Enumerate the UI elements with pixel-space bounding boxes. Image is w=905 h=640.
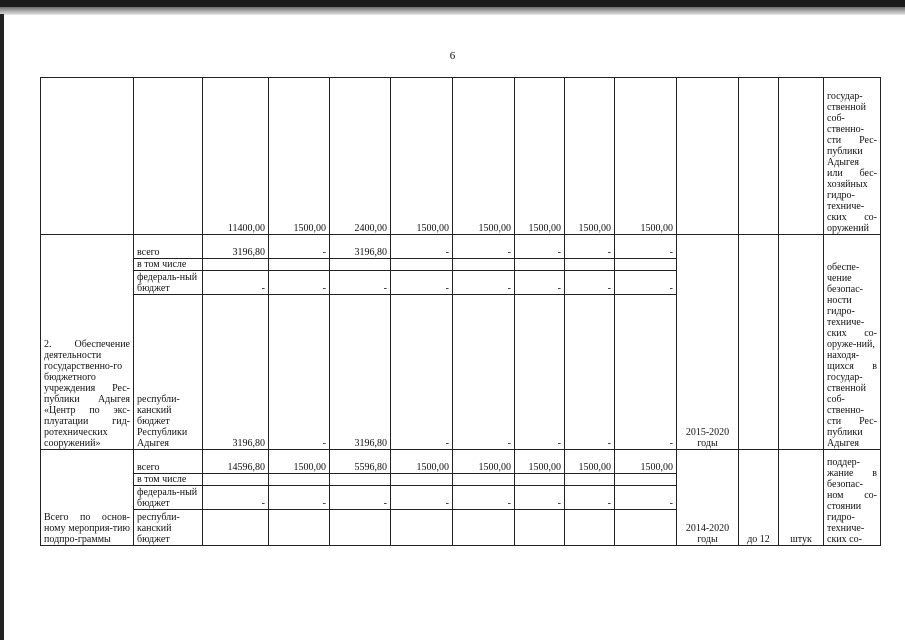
cell-value: 1500,00 <box>269 78 330 235</box>
cell-indicator-empty <box>739 235 779 450</box>
cell-empty <box>615 259 677 271</box>
cell-unit-empty <box>779 235 824 450</box>
cell-value: - <box>515 235 565 259</box>
cell-empty <box>565 510 615 546</box>
cell-value: - <box>565 295 615 450</box>
cell-value: - <box>453 486 515 510</box>
cell-value: 1500,00 <box>453 450 515 474</box>
cell-value: - <box>453 235 515 259</box>
cell-value: - <box>565 235 615 259</box>
cell-value: - <box>203 486 269 510</box>
cell-empty <box>453 474 515 486</box>
cell-value: - <box>615 271 677 295</box>
cell-source: в том числе <box>134 474 203 486</box>
cell-empty <box>515 259 565 271</box>
cell-source: федераль-ный бюджет <box>134 486 203 510</box>
cell-value: 1500,00 <box>615 78 677 235</box>
cell-value: - <box>269 486 330 510</box>
cell-empty <box>565 259 615 271</box>
cell-empty <box>615 474 677 486</box>
budget-table <box>40 77 881 546</box>
cell-value: - <box>269 271 330 295</box>
cell-source: всего <box>134 235 203 259</box>
cell-source: федераль-ный бюджет <box>134 271 203 295</box>
cell-indicator-empty <box>739 78 779 235</box>
cell-value: - <box>565 486 615 510</box>
cell-empty <box>269 259 330 271</box>
cell-empty <box>330 259 391 271</box>
cell-value: 1500,00 <box>391 78 453 235</box>
cell-value: - <box>453 295 515 450</box>
cell-value: 1500,00 <box>391 450 453 474</box>
cell-source <box>134 295 203 450</box>
cell-source-empty <box>134 78 203 235</box>
cell-value: - <box>515 486 565 510</box>
cell-value: - <box>515 271 565 295</box>
cell-value: 1500,00 <box>615 450 677 474</box>
cell-value: 1500,00 <box>515 78 565 235</box>
cell-result-text: обеспе-чение безопас-ности гидро-техниче-ских со-оруже-ний, находя-щихся в государ-ственной соб-ственно-сти Рес-публики Адыгея <box>824 235 881 450</box>
cell-period: 2015-2020 годы <box>677 235 739 450</box>
cell-value: - <box>330 486 391 510</box>
cell-empty <box>565 474 615 486</box>
cell-value: - <box>515 295 565 450</box>
cell-empty <box>453 259 515 271</box>
cell-value: 3196,80 <box>330 295 391 450</box>
cell-value: - <box>391 295 453 450</box>
cell-empty <box>330 510 391 546</box>
cell-value: 2400,00 <box>330 78 391 235</box>
cell-source-text: республи-канский бюджет Республики Адыгея <box>137 394 188 449</box>
cell-value: - <box>330 271 391 295</box>
cell-name-empty <box>41 78 134 235</box>
cell-value: 3196,80 <box>330 235 391 259</box>
cell-value: 1500,00 <box>565 450 615 474</box>
cell-value: 5596,80 <box>330 450 391 474</box>
cell-period-empty <box>677 78 739 235</box>
cell-value: - <box>453 271 515 295</box>
cell-value: - <box>615 235 677 259</box>
table-row-total <box>41 450 881 474</box>
scan-edge-left <box>0 14 4 640</box>
cell-empty <box>330 474 391 486</box>
cell-indicator: до 12 <box>739 450 779 546</box>
cell-source: всего <box>134 450 203 474</box>
scan-shadow-top <box>0 7 905 15</box>
cell-empty <box>615 510 677 546</box>
cell-empty <box>515 474 565 486</box>
cell-value: 1500,00 <box>515 450 565 474</box>
cell-measure-name: 2. Обеспечение деятельности государственно-го бюджетного учреждения Рес-публики Адыгея «Центр по экс-плуатации гид-ротехнических сооружений» <box>41 235 134 450</box>
cell-value: - <box>615 295 677 450</box>
cell-value: - <box>391 271 453 295</box>
cell-source: республи-канский бюджет <box>134 510 203 546</box>
cell-value: 3196,80 <box>203 235 269 259</box>
table-row-b2-total <box>41 235 881 259</box>
cell-empty <box>203 510 269 546</box>
table-row-continuation <box>41 78 881 235</box>
cell-value: 11400,00 <box>203 78 269 235</box>
cell-value: 1500,00 <box>453 78 515 235</box>
cell-period: 2014-2020 годы <box>677 450 739 546</box>
page-number: 6 <box>449 50 456 62</box>
cell-measure-name: Всего по основ-ному мероприя-тию подпро-граммы <box>41 450 134 546</box>
cell-value: - <box>615 486 677 510</box>
scan-edge-top <box>0 0 905 7</box>
cell-value: - <box>391 235 453 259</box>
cell-result-text: государ-ственной соб-ственно-сти Рес-публики Адыгея или бес-хозяйных гидро-техниче-ских со-оружений <box>824 78 881 235</box>
cell-empty <box>515 510 565 546</box>
cell-value: - <box>269 235 330 259</box>
cell-unit-empty <box>779 78 824 235</box>
cell-empty <box>269 474 330 486</box>
cell-value: 1500,00 <box>565 78 615 235</box>
cell-value: 3196,80 <box>203 295 269 450</box>
cell-empty <box>391 474 453 486</box>
cell-result-text: поддер-жание в безопас-ном со-стоянии гидро-техниче-ских со- <box>824 450 881 546</box>
cell-value: - <box>203 271 269 295</box>
cell-value: - <box>269 295 330 450</box>
cell-empty <box>269 510 330 546</box>
cell-empty <box>203 474 269 486</box>
cell-empty <box>391 259 453 271</box>
cell-value: - <box>391 486 453 510</box>
cell-value: - <box>565 271 615 295</box>
cell-unit: штук <box>779 450 824 546</box>
cell-value: 1500,00 <box>269 450 330 474</box>
cell-value: 14596,80 <box>203 450 269 474</box>
cell-source: в том числе <box>134 259 203 271</box>
cell-empty <box>453 510 515 546</box>
cell-empty <box>203 259 269 271</box>
cell-empty <box>391 510 453 546</box>
